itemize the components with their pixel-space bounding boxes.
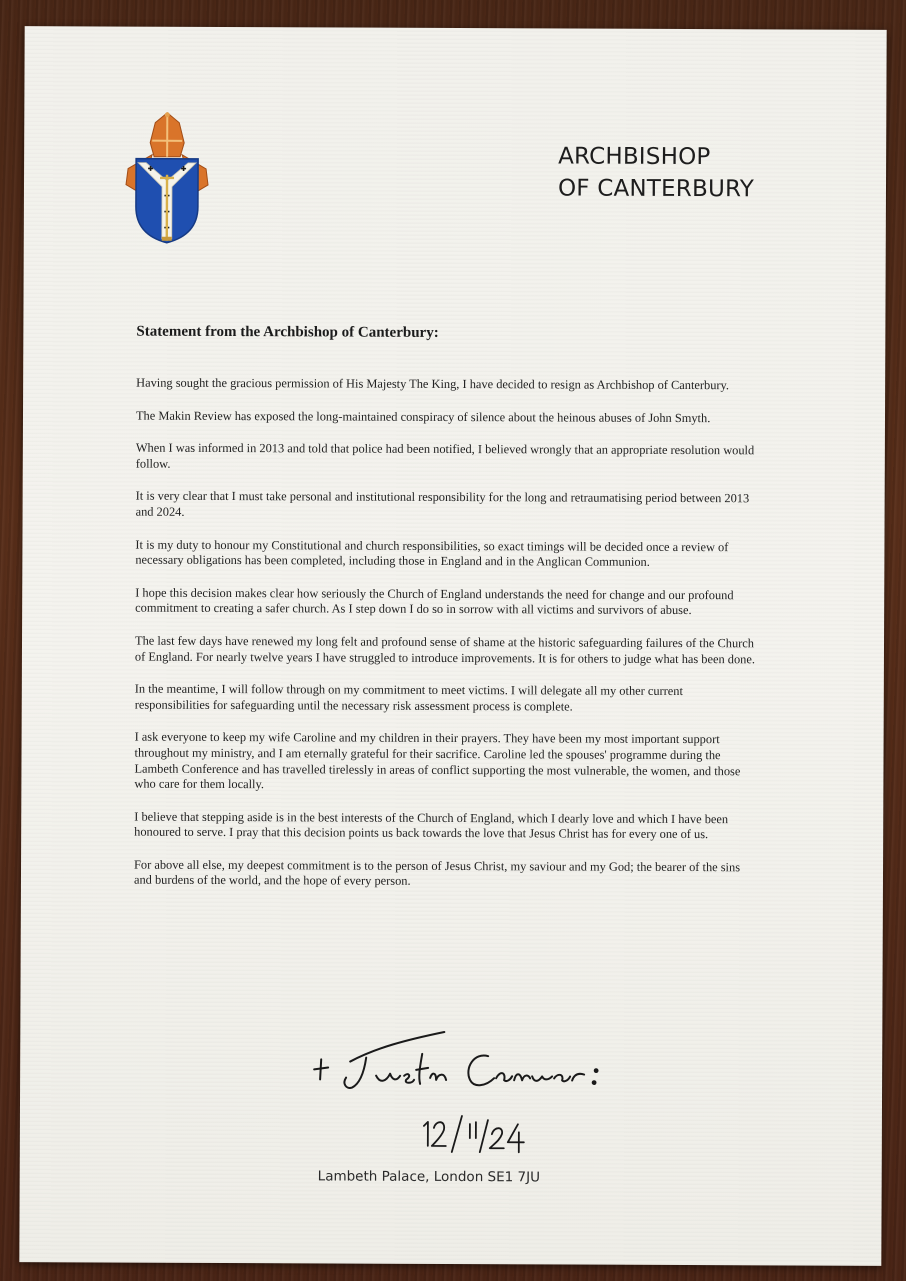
statement-heading: Statement from the Archbishop of Canterbury: xyxy=(136,323,439,341)
statement-body xyxy=(134,376,762,909)
paragraph: For above all else, my deepest commitment is to the person of Jesus Christ, my saviour and my God; the bearer of the sins and burdens of the world, and the hope of every person. xyxy=(133,857,741,889)
letterhead-line-1: ARCHBISHOP xyxy=(558,143,711,171)
paragraph: In the meantime, I will follow through on my commitment to meet victims. I will delegate all my other current responsibilities for safeguarding until the necessary risk assessment process is complete. xyxy=(134,681,683,714)
paragraph: The Makin Review has exposed the long-maintained conspiracy of silence about the heinous abuses of John Smyth. xyxy=(135,408,711,425)
handwritten-signature xyxy=(306,1017,616,1108)
archbishop-crest-icon xyxy=(122,111,213,245)
handwritten-date xyxy=(418,1102,538,1163)
paragraph: I ask everyone to keep my wife Caroline and my children in their prayers. They have been my most important support throughout my ministry, and I am eternally grateful for their sacrifice. Caroline led the spouses' programme during the Lambeth Conference and has travelled tirelessly in areas of conflict supporting the most vulnerable, the women, and those who care for them locally. xyxy=(134,729,741,792)
paragraph: I believe that stepping aside is in the best interests of the Church of England, which I dearly love and which I have been honoured to serve. I pray that this decision points us back towards the love that Jesus Christ has for every one of us. xyxy=(134,809,729,842)
paragraph: Having sought the gracious permission of His Majesty The King, I have decided to resign as Archbishop of Canterbury. xyxy=(136,375,730,393)
paragraph: It is my duty to honour my Constitutional and church responsibilities, so exact timings will be decided once a review of necessary obligations has been completed, including those in England and in the Anglican Communion. xyxy=(135,537,729,570)
letterhead-title xyxy=(558,140,754,205)
paragraph: It is very clear that I must take personal and institutional responsibility for the long and retraumatising period between 2013 and 2024. xyxy=(135,488,750,519)
paragraph: When I was informed in 2013 and told that police had been notified, I believed wrongly that an appropriate resolution would follow. xyxy=(135,440,755,471)
address-footer: Lambeth Palace, London SE1 7JU xyxy=(317,1168,541,1186)
paragraph: The last few days have renewed my long felt and profound sense of shame at the historic safeguarding failures of the Church of England. For nearly twelve years I have struggled to introduce improvements. It is for others to judge what has been done. xyxy=(134,633,756,666)
letter-page xyxy=(19,26,886,1266)
letterhead-line-2: OF CANTERBURY xyxy=(557,175,755,203)
paragraph: I hope this decision makes clear how seriously the Church of England understands the need for change and our profound commitment to creating a safer church. As I step down I do so in sorrow with all victims and survivors of abuse. xyxy=(135,585,734,618)
